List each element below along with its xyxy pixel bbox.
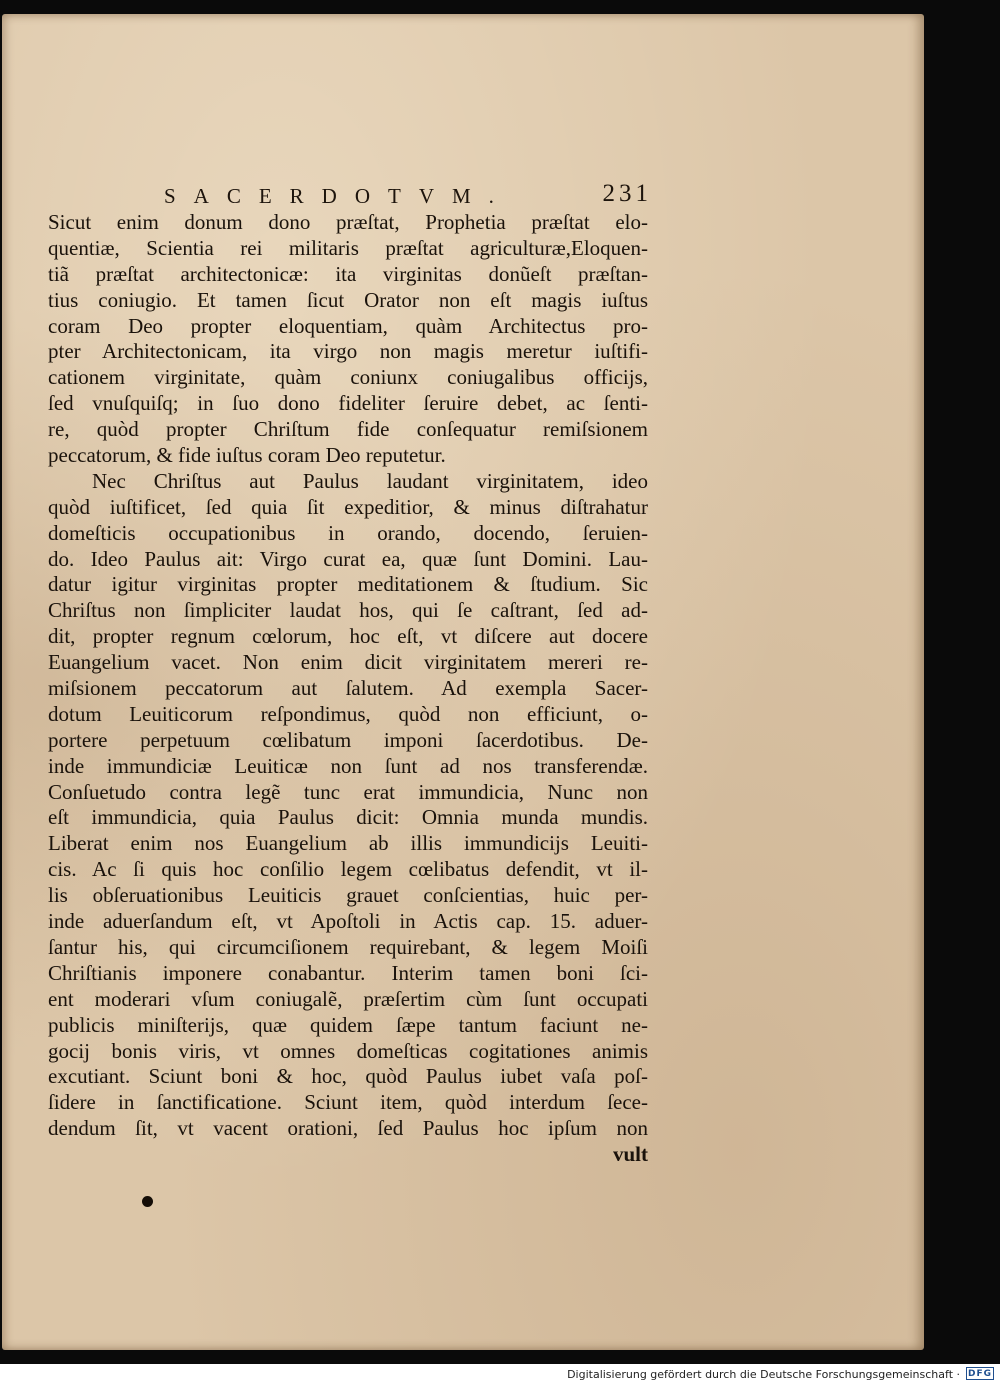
text-line: re, quòd propter Chriſtum fide conſequatur remiſsionem (48, 417, 648, 442)
text-line: Euangelium vacet. Non enim dicit virginitatem mereri re- (48, 650, 648, 675)
footer-bar (0, 1364, 1000, 1384)
text-line: publicis miniſterijs, quæ quidem ſæpe tantum faciunt ne- (48, 1012, 648, 1037)
text-line: Nec Chriſtus aut Paulus laudant virginitatem, ideo (92, 468, 648, 493)
text-line: pter Architectonicam, ita virgo non magis meretur iuſtifi- (48, 339, 648, 364)
dfg-logo[interactable]: DFG (967, 1369, 992, 1379)
text-line: ſantur his, qui circumciſionem requirebant, & legem Moiſi (48, 934, 648, 959)
text-line: dit, propter regnum cœlorum, hoc eſt, vt diſcere aut docere (48, 624, 648, 649)
text-line: Conſuetudo contra legẽ tunc erat immundicia, Nunc non (48, 779, 648, 804)
text-line: domeſticis occupationibus in orando, docendo, ſeruien- (48, 520, 648, 545)
text-line: portere perpetuum cœlibatum imponi ſacerdotibus. De- (48, 727, 648, 752)
text-line: quentiæ, Scientia rei militaris præſtat agriculturæ,Eloquen- (48, 235, 648, 260)
text-line: dendum ſit, vt vacent orationi, ſed Paulus hoc ipſum non (48, 1116, 648, 1141)
text-line: tiã præſtat architectonicæ: ita virginitas donũeſt præſtan- (48, 261, 648, 286)
text-line: tius coniugio. Et tamen ſicut Orator non eſt magis iuſtus (48, 287, 648, 312)
ink-dot (142, 1196, 153, 1207)
body-text (48, 210, 648, 1168)
text-line: gocij bonis viris, vt omnes domeſticas cogitationes animis (48, 1038, 648, 1063)
text-line: eſt immundicia, quia Paulus dicit: Omnia munda mundis. (48, 805, 648, 830)
text-line: miſsionem peccatorum aut ſalutem. Ad exempla Sacer- (48, 676, 648, 701)
text-line: dotum Leuiticorum reſpondimus, quòd non efficiunt, o- (48, 701, 648, 726)
text-line: excutiant. Sciunt boni & hoc, quòd Paulus iubet vaſa poſ- (48, 1064, 648, 1089)
text-line: cis. Ac ſi quis hoc conſilio legem cœlibatus defendit, vt il- (48, 857, 648, 882)
text-line: do. Ideo Paulus ait: Virgo curat ea, quæ ſunt Domini. Lau- (48, 546, 648, 571)
text-line: Sicut enim donum dono præſtat, Prophetia præſtat elo- (48, 210, 648, 234)
text-line: inde aduerſandum eſt, vt Apoſtoli in Actis cap. 15. aduer- (48, 909, 648, 934)
text-line: Chriſtus non ſimpliciter laudat hos, qui ſe caſtrant, ſed ad- (48, 598, 648, 623)
text-line: Chriſtianis imponere conabantur. Interim tamen boni ſci- (48, 960, 648, 985)
text-line: ſidere in ſanctificatione. Sciunt item, quòd interdum ſece- (48, 1090, 648, 1115)
text-line: coram Deo propter eloquentiam, quàm Architectus pro- (48, 313, 648, 338)
text-line: Liberat enim nos Euangelium ab illis immundicijs Leuiti- (48, 831, 648, 856)
running-head-title: SACERDOTVM. (164, 184, 512, 208)
funding-credit: Digitalisierung gefördert durch die Deutsche Forschungsgemeinschaft · (567, 1368, 960, 1381)
text-line: cationem virginitate, quàm coniunx coniugalibus officijs, (48, 365, 648, 390)
book-page (2, 14, 924, 1350)
text-line: peccatorum, & fide iuſtus coram Deo reputetur. (48, 443, 446, 468)
text-line: ent moderari vſum coniugalẽ, præſertim cùm ſunt occupati (48, 986, 648, 1011)
text-line: ſed vnuſquiſq; in ſuo dono fideliter ſeruire debet, ac ſenti- (48, 391, 648, 416)
text-line: quòd iuſtificet, ſed quia ſit expeditior, & minus diſtrahatur (48, 494, 648, 519)
text-line: lis obſeruationibus Leuiticis grauet conſcientias, huic per- (48, 883, 648, 908)
text-line: datur igitur virginitas propter meditationem & ſtudium. Sic (48, 572, 648, 597)
text-line: inde immundiciæ Leuiticæ non ſunt ad nos transferendæ. (48, 753, 648, 778)
catchword: vult (612, 1142, 648, 1167)
page-number: 231 (602, 180, 652, 207)
